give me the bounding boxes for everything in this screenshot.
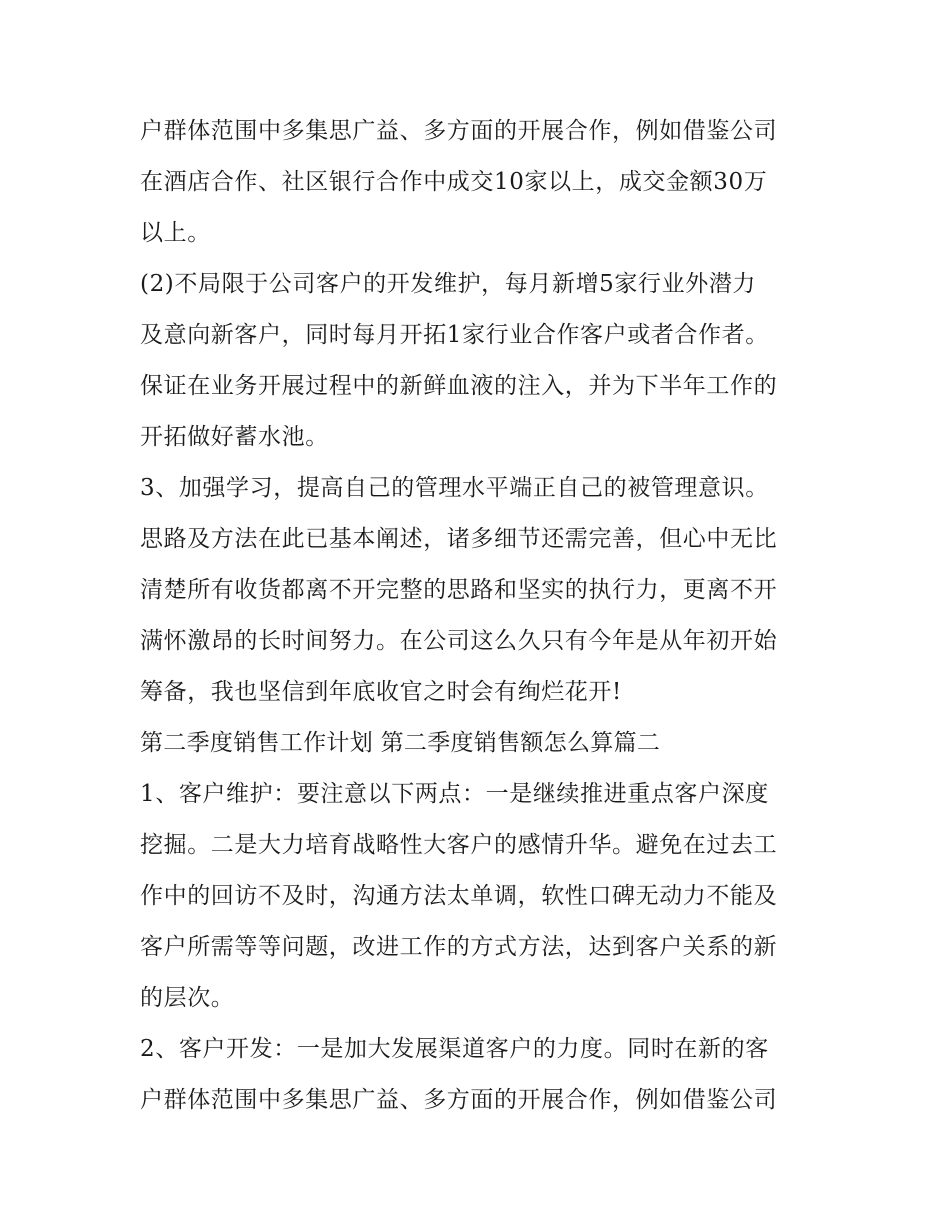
text-line: 满怀激昂的长时间努力。在公司这么久只有今年是从年初开始 — [140, 628, 778, 654]
text-line: 清楚所有收货都离不开完整的思路和坚实的执行力，更离不开 — [140, 577, 778, 603]
text-line: 保证在业务开展过程中的新鲜血液的注入，并为下半年工作的 — [140, 373, 778, 399]
text-line: 3、加强学习，提高自己的管理水平端正自己的被管理意识。 — [140, 475, 769, 501]
text-line: 1、客户维护：要注意以下两点：一是继续推进重点客户深度 — [140, 781, 769, 807]
text-line: 及意向新客户，同时每月开拓1家行业合作客户或者合作者。 — [140, 322, 769, 348]
text-line: 开拓做好蓄水池。 — [140, 424, 329, 450]
text-line: 2、客户开发：一是加大发展渠道客户的力度。同时在新的客 — [140, 1036, 769, 1062]
text-line: 挖掘。二是大力培育战略性大客户的感情升华。避免在过去工 — [140, 832, 778, 858]
section-heading: 第二季度销售工作计划 第二季度销售额怎么算篇二 — [140, 730, 661, 756]
text-line: 的层次。 — [140, 985, 235, 1011]
document-body — [140, 106, 820, 1126]
text-line: 客户所需等等问题，改进工作的方式方法，达到客户关系的新 — [140, 934, 778, 960]
text-line: (2)不局限于公司客户的开发维护，每月新增5家行业外潜力 — [140, 271, 757, 297]
text-line: 户群体范围中多集思广益、多方面的开展合作，例如借鉴公司 — [140, 1087, 778, 1113]
text-line: 以上。 — [140, 220, 211, 246]
text-line: 户群体范围中多集思广益、多方面的开展合作，例如借鉴公司 — [140, 118, 778, 144]
text-line: 作中的回访不及时，沟通方法太单调，软性口碑无动力不能及 — [140, 883, 778, 909]
text-line: 思路及方法在此已基本阐述，诸多细节还需完善，但心中无比 — [140, 526, 778, 552]
text-line: 在酒店合作、社区银行合作中成交10家以上，成交金额30万 — [140, 169, 768, 195]
text-line: 筹备，我也坚信到年底收官之时会有绚烂花开! — [140, 679, 622, 705]
